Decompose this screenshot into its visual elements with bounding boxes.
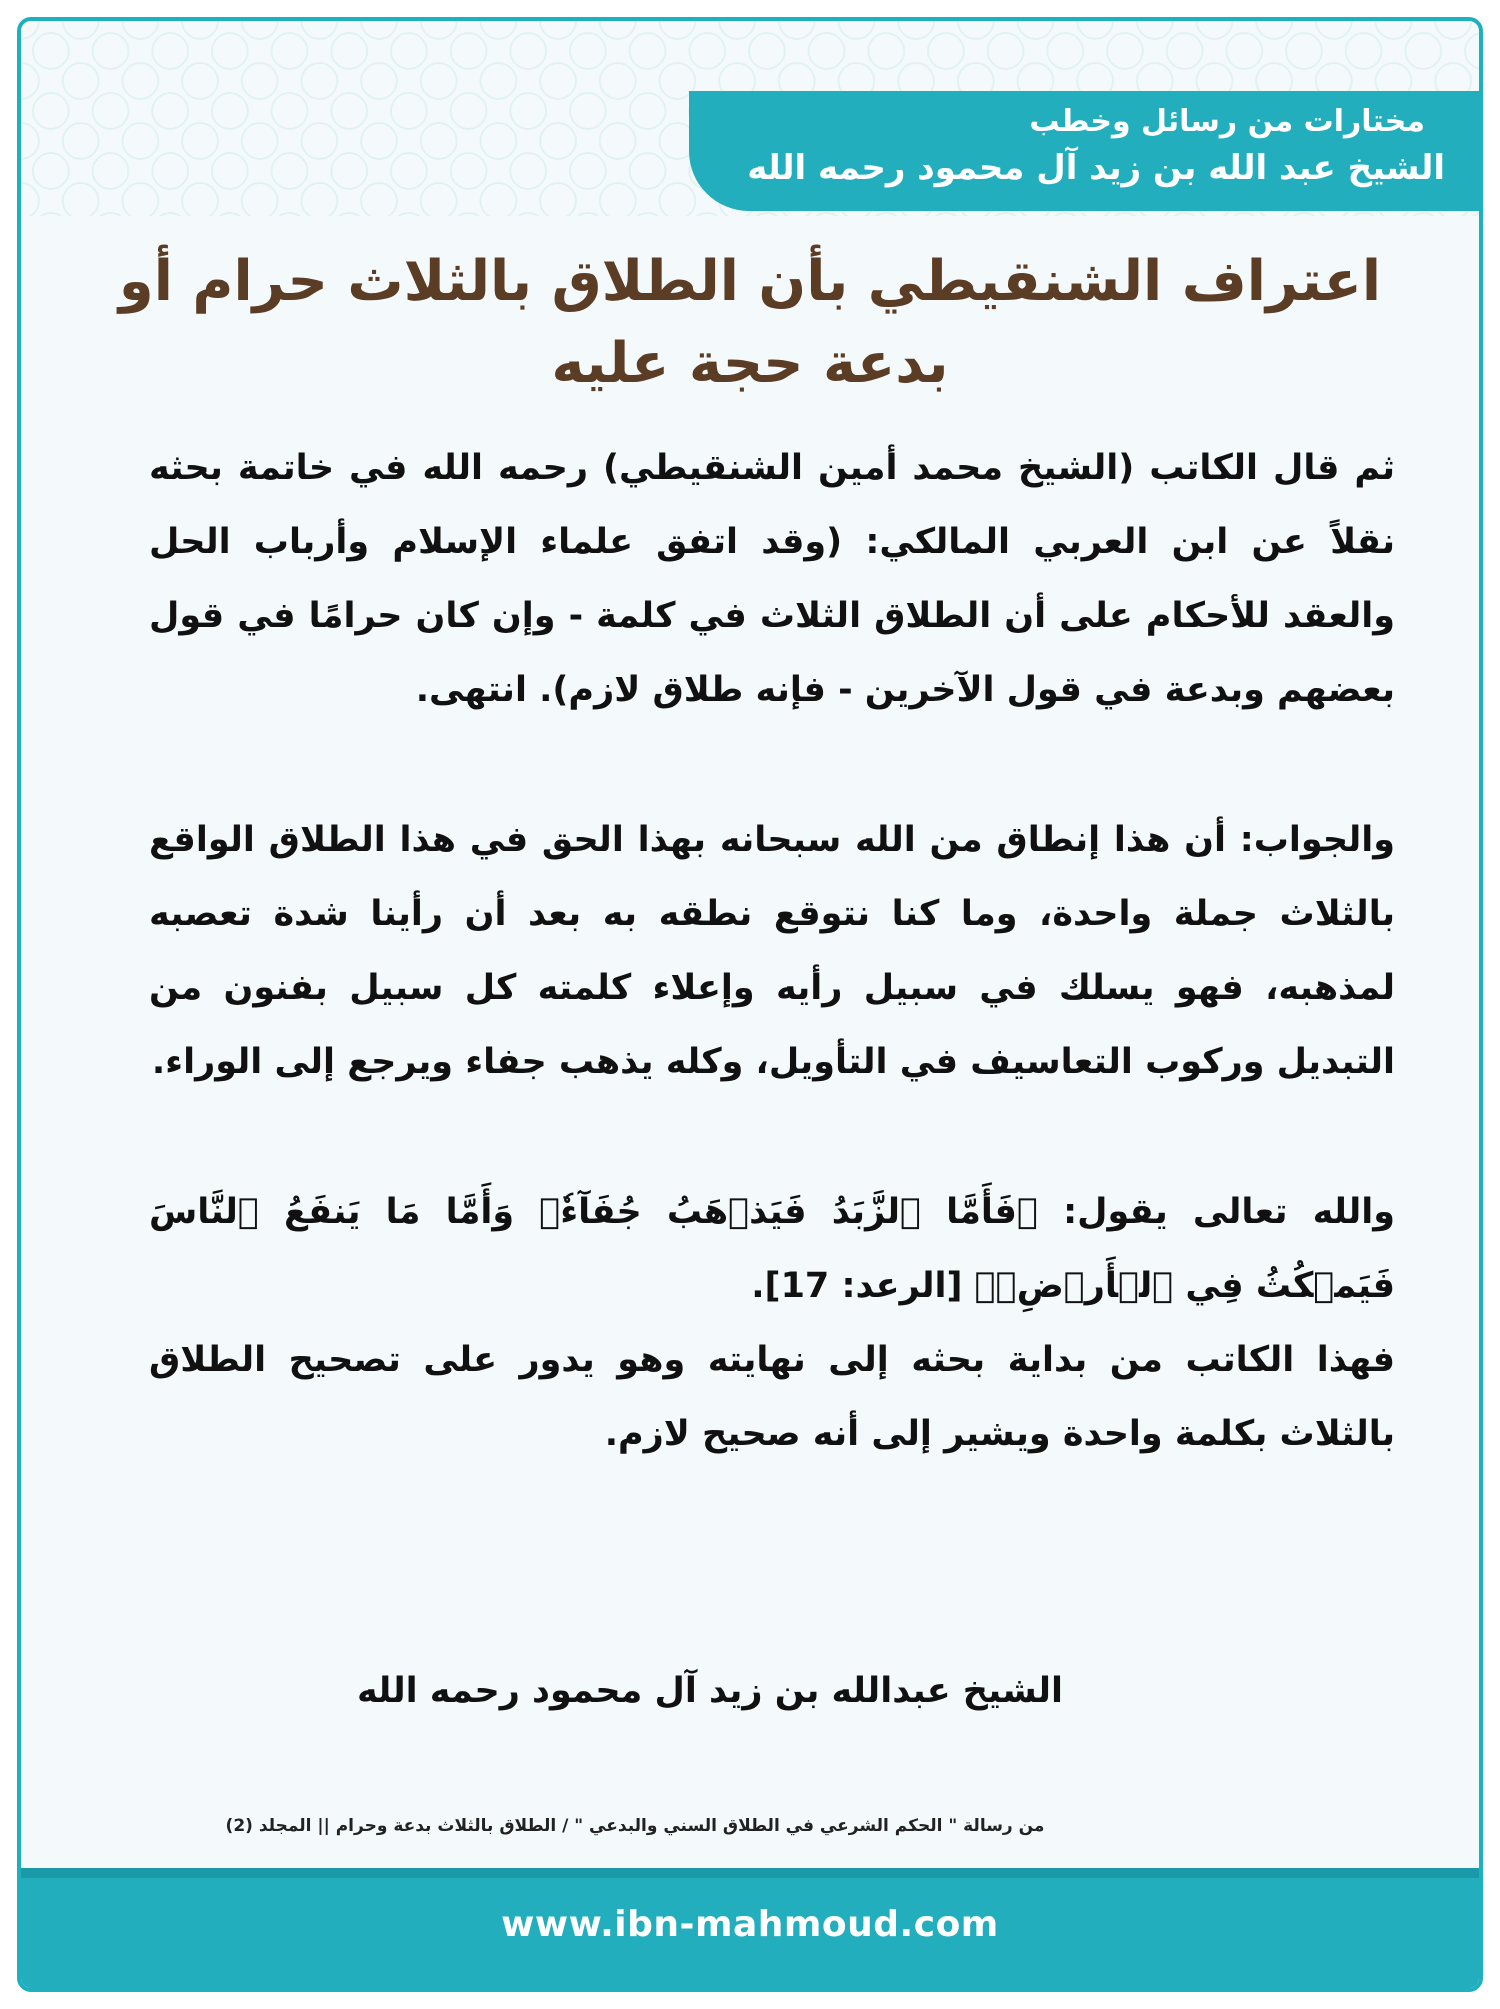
header-banner [689, 91, 1479, 211]
footer-bar [21, 1868, 1479, 1988]
page-frame [17, 17, 1483, 1992]
footer-divider [21, 1868, 1479, 1878]
header-author-name: الشيخ عبد الله بن زيد آل محمود رحمه الله [747, 148, 1445, 188]
article-title: اعتراف الشنقيطي بأن الطلاق بالثلاث حرام أو بدعة حجة عليه [118, 249, 1382, 396]
paragraph-quote: ثم قال الكاتب (الشيخ محمد أمين الشنقيطي) رحمه الله في خاتمة بحثه نقلاً عن ابن العربي المالكي: (وقد اتفق علماء الإسلام وأرباب الحل والعقد للأحكام على أن الطلاق الثلاث في كلمة - وإن كان حرامًا في قول بعضهم وبدعة في قول الآخرين - فإنه طلاق لازم). انتهى. [149, 448, 1395, 710]
signature: الشيخ عبدالله بن زيد آل محمود رحمه الله [356, 1671, 1064, 1711]
source-citation-text: من رسالة " الحكم الشرعي في الطلاق السني والبدعي " / الطلاق بالثلاث بدعة وحرام || المجلد (2) [225, 1816, 1045, 1836]
article-body [149, 431, 1395, 1471]
paragraph-answer: والجواب: أن هذا إنطاق من الله سبحانه بهذا الحق في هذا الطلاق الواقع بالثلاث جملة واحدة، وما كنا نتوقع نطقه به بعد أن رأينا شدة تعصبه لمذهبه، فهو يسلك في سبيل رأيه وإعلاء كلمته كل سبيل بفنون من التبديل وركوب التعاسيف في التأويل، وكله يذهب جفاء ويرجع إلى الوراء. [149, 820, 1395, 1082]
paragraph-verse: والله تعالى يقول: ﴿فَأَمَّا ٱلزَّبَدُ فَيَذۡهَبُ جُفَآءٗۖ وَأَمَّا مَا يَنفَعُ ٱلنَّاسَ فَيَمۡكُثُ فِي ٱلۡأَرۡضِۚ﴾ [الرعد: 17]. [149, 1192, 1395, 1306]
header-series-title: مختارات من رسائل وخطب [1029, 104, 1425, 139]
paragraph-conclusion: فهذا الكاتب من بداية بحثه إلى نهايته وهو يدور على تصحيح الطلاق بالثلاث بكلمة واحدة ويشير إلى أنه صحيح لازم. [149, 1340, 1395, 1454]
website-link[interactable]: www.ibn-mahmoud.com [501, 1904, 999, 1945]
